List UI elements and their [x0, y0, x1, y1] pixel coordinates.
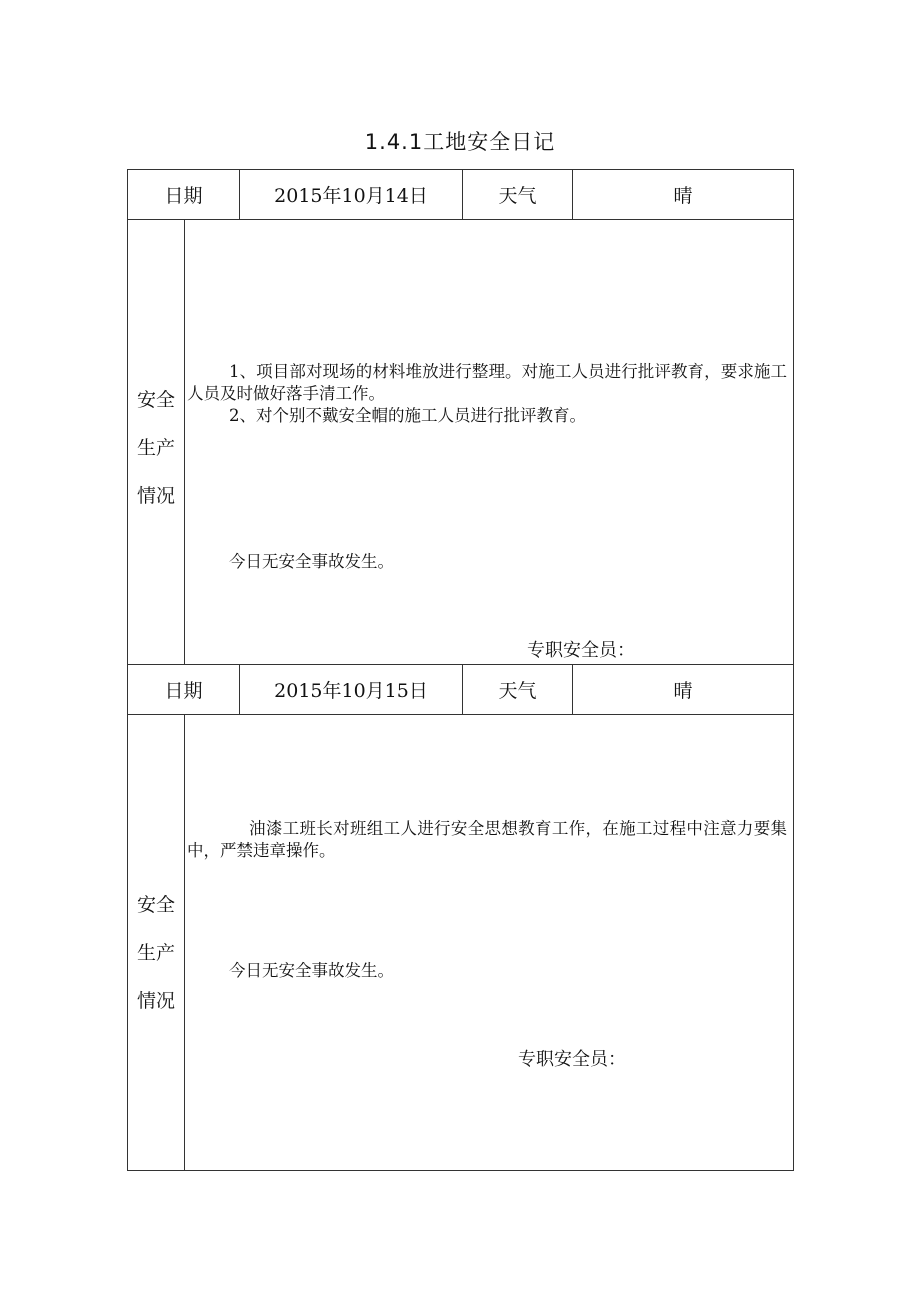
entry-2-date-label: 日期	[128, 665, 240, 715]
entry-1-section-label-cell	[128, 220, 185, 665]
entry-1-header-row	[128, 170, 794, 220]
safety-diary-table	[127, 169, 793, 1171]
entry-2-body-row	[128, 715, 794, 1171]
entry-1-paragraph-1: 1、项目部对现场的材料堆放进行整理。对施工人员进行批评教育，要求施工人员及时做好落手清工作。	[187, 362, 788, 403]
entry-1-paragraph-2: 2、对个别不戴安全帽的施工人员进行批评教育。	[229, 406, 586, 425]
entry-2-section-label-cell	[128, 715, 185, 1171]
entry-1-summary: 今日无安全事故发生。	[229, 552, 394, 571]
entry-2-weather-value: 晴	[573, 665, 794, 715]
entry-2-content-cell	[185, 715, 794, 1171]
diary-grid	[127, 169, 794, 1171]
entry-1-section-label: 安全生产情况	[136, 389, 175, 507]
page-title: 1.4.1工地安全日记	[364, 130, 556, 154]
entry-2-section-label: 安全生产情况	[136, 893, 175, 1012]
entry-1-weather-value: 晴	[573, 170, 794, 220]
entry-2-summary: 今日无安全事故发生。	[229, 961, 394, 980]
entry-1-signature-label: 专职安全员：	[527, 640, 635, 661]
entry-1-date-label: 日期	[128, 170, 240, 220]
entry-1-content-cell	[185, 220, 794, 665]
entry-1-weather-label: 天气	[463, 170, 573, 220]
entry-2-date-value: 2015年10月15日	[240, 665, 463, 715]
entry-1-body-row	[128, 220, 794, 665]
entry-1-date-value: 2015年10月14日	[240, 170, 463, 220]
entry-2-weather-label: 天气	[463, 665, 573, 715]
entry-2-signature-label: 专职安全员：	[518, 1049, 626, 1070]
entry-2-header-row	[128, 665, 794, 715]
entry-2-paragraph-1: 油漆工班长对班组工人进行安全思想教育工作，在施工过程中注意力要集中，严禁违章操作。	[187, 819, 788, 860]
